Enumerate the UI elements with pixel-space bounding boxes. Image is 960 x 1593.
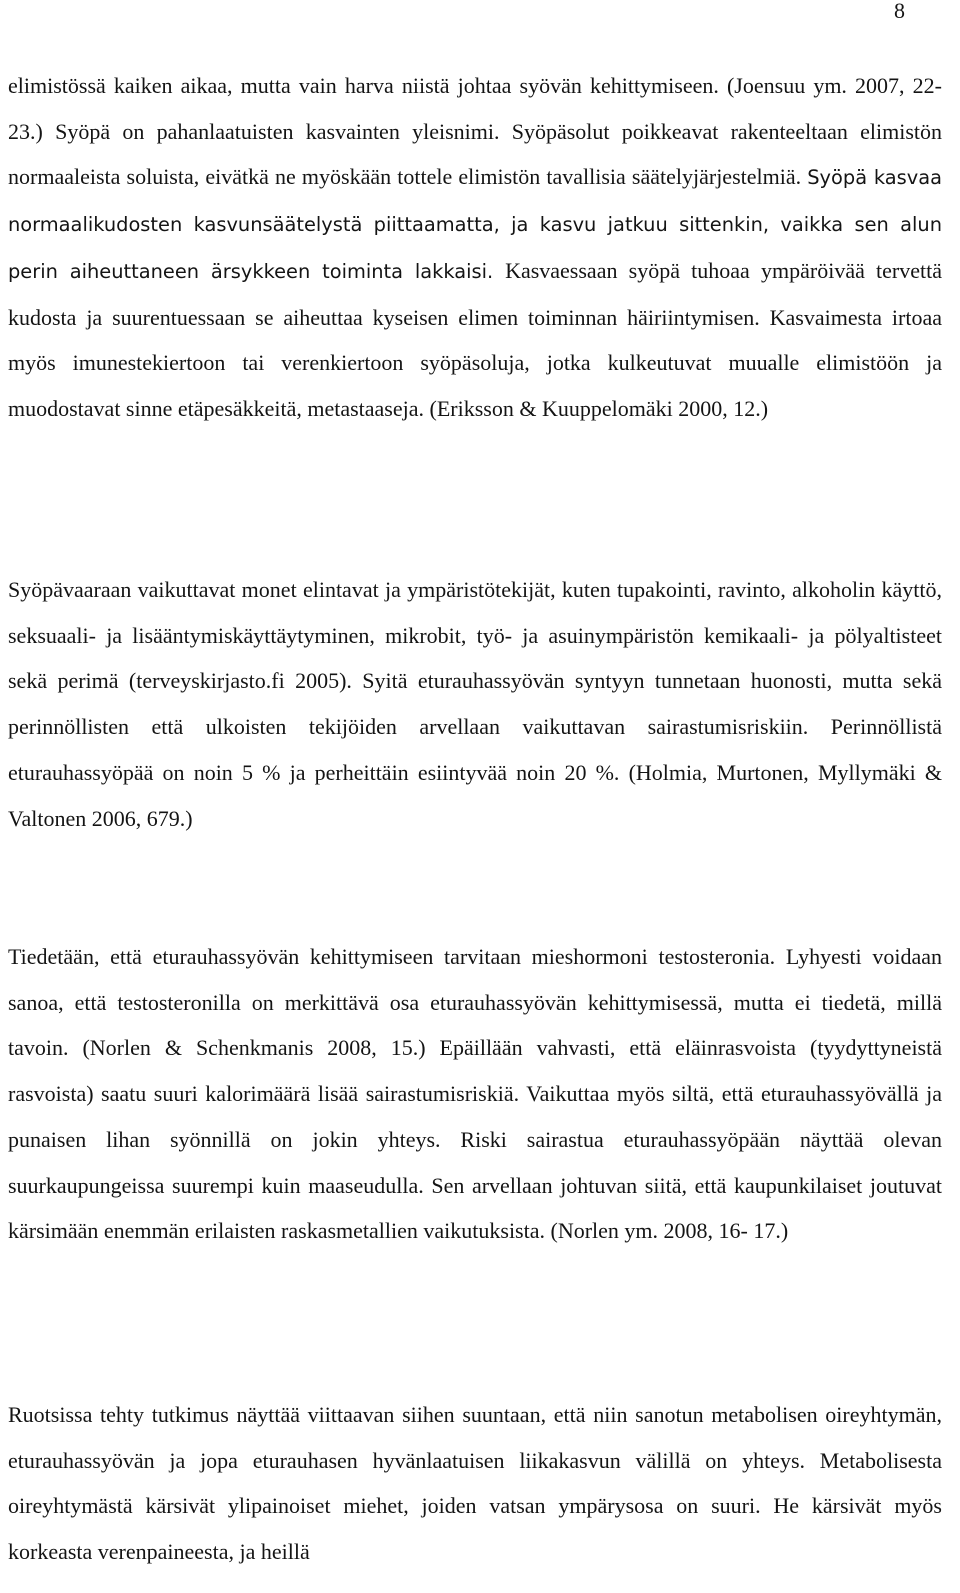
paragraph-testosterone bbox=[8, 934, 942, 1254]
paragraph-cancer-definition bbox=[8, 63, 942, 432]
paragraph-metabolic-syndrome bbox=[8, 1392, 942, 1575]
text-run: Syöpä kasvaa normaalikudosten kasvunsäätelystä piittaamatta, ja kasvu jatkuu sittenkin, vaikka sen alun perin aiheuttaneen ärsykkeen toiminta lakkaisi. bbox=[8, 166, 942, 283]
paragraph-risk-factors bbox=[8, 567, 942, 841]
text-run: Syöpävaaraan vaikuttavat monet elintavat ja ympäristötekijät, kuten tupakointi, ravinto, alkoholin käyttö, seksuaali- ja lisääntymiskäyttäytyminen, mikrobit, työ- ja asuinympäristön kemikaali- ja pölyaltisteet sekä perimä (terveyskirjasto.fi 2005). Syitä eturauhassyövän syntyyn tunnetaan huonosti, mutta sekä perinnöllisten että ulkoisten tekijöiden arvellaan vaikuttavan sairastumisriskiin. Perinnöllistä eturauhassyöpää on noin 5 % ja perheittäin esiintyvää noin 20 %. (Holmia, Murtonen, Myllymäki & Valtonen 2006, 679.) bbox=[8, 577, 942, 831]
page-number: 8 bbox=[894, 0, 905, 23]
text-run: Ruotsissa tehty tutkimus näyttää viittaavan siihen suuntaan, että niin sanotun metabolisen oireyhtymän, eturauhassyövän ja jopa eturauhasen hyvänlaatuisen liikakasvun välillä on yhteys. Metabolisesta oireyhtymästä kärsivät ylipainoiset miehet, joiden vatsan ympärysosa on suuri. He kärsivät myös korkeasta verenpaineesta, ja heillä bbox=[8, 1402, 942, 1565]
text-run: Kasvaessaan syöpä tuhoaa ympäröivää tervettä kudosta ja suurentuessaan se aiheuttaa kyseisen elimen toiminnan häiriintymisen. Kasvaimesta irtoaa myös imunestekiertoon tai verenkiertoon syöpäsoluja, jotka kulkeutuvat muualle elimistöön ja muodostavat sinne etäpesäkkeitä, metastaaseja. (Eriksson & Kuuppelomäki 2000, 12.) bbox=[8, 257, 943, 421]
text-run: Tiedetään, että eturauhassyövän kehittymiseen tarvitaan mieshormoni testosteronia. Lyhyesti voidaan sanoa, että testosteronilla on merkittävä osa eturauhassyövän kehittymisessä, mutta ei tiedetä, millä tavoin. (Norlen & Schenkmanis 2008, 15.) Epäillään vahvasti, että eläinrasvoista (tyydyttyneistä rasvoista) saatu suuri kalorimäärä lisää sairastumisriskiä. Vaikuttaa myös siltä, että eturauhassyövällä ja punaisen lihan syönnillä on jokin yhteys. Riski sairastua eturauhassyöpään näyttää olevan suurkaupungeissa suurempi kuin maaseudulla. Sen arvellaan johtuvan siitä, että kaupunkilaiset joutuvat kärsimään enemmän erilaisten raskasmetallien vaikutuksista. (Norlen ym. 2008, 16- 17.) bbox=[8, 944, 942, 1244]
text-run: elimistössä kaiken aikaa, mutta vain harva niistä johtaa syövän kehittymiseen. (Joensuu ym. 2007, 22- 23.) Syöpä on pahanlaatuisten kasvainten yleisnimi. Syöpäsolut poikkeavat rakenteeltaan elimistön normaaleista soluista, eivätkä ne myöskään tottele elimistön tavallisia säätelyjärjestelmiä. bbox=[8, 73, 942, 190]
